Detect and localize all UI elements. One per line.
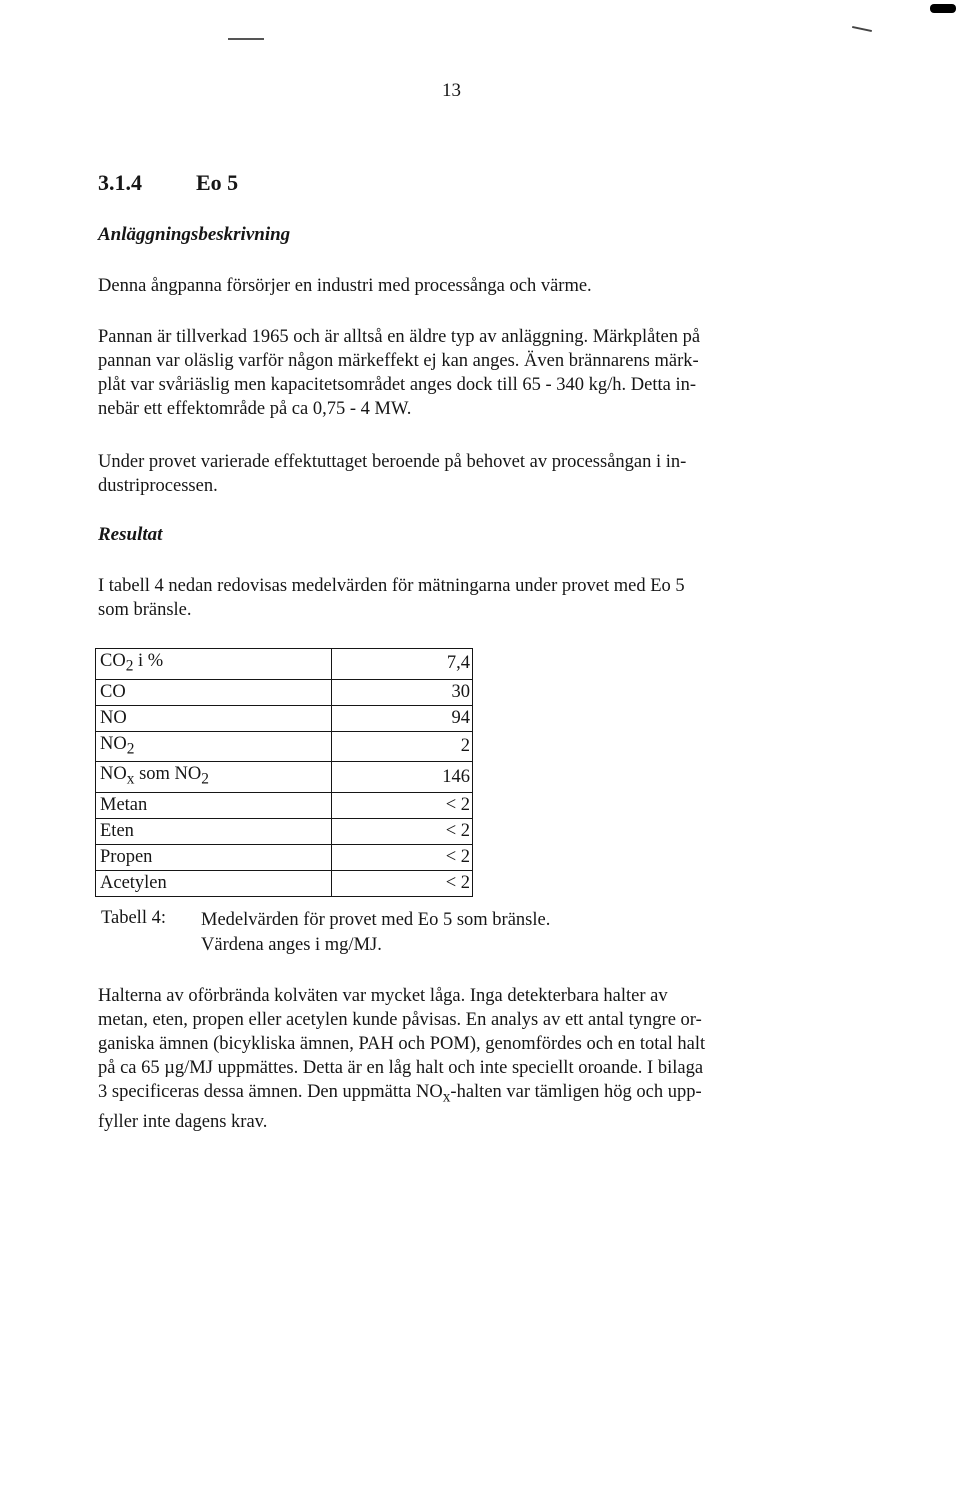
- text-line: fyller inte dagens krav.: [98, 1111, 268, 1132]
- paragraph-conclusion: [98, 984, 798, 1134]
- table-caption-text: [201, 908, 550, 958]
- table-row: [96, 705, 473, 731]
- table-row: [96, 679, 473, 705]
- caption-line: Värdena anges i mg/MJ.: [201, 935, 382, 955]
- text-line: Denna ångpanna försörjer en industri med processånga och värme.: [98, 276, 592, 296]
- table-cell-value: < 2: [332, 871, 473, 897]
- table-cell-value: 7,4: [332, 649, 473, 680]
- table-cell-value: < 2: [332, 819, 473, 845]
- table-cell-substance: $CO_2$ i %: [96, 649, 332, 680]
- table-row: [96, 731, 473, 762]
- table-cell-substance: Eten: [96, 819, 332, 845]
- table-cell-substance: Metan: [96, 793, 332, 819]
- text-line: Halterna av oförbrända kolväten var mycket låga. Inga detekterbara halter av: [98, 986, 668, 1006]
- paragraph-intro: [98, 274, 798, 298]
- text-line: dustriprocessen.: [98, 476, 218, 496]
- table-cell-substance: NO: [96, 705, 332, 731]
- table-cell-value: 2: [332, 731, 473, 762]
- section-number: 3.1.4: [98, 170, 142, 195]
- text-line: Pannan är tillverkad 1965 och är alltså en äldre typ av anläggning. Märkplåten på: [98, 327, 701, 347]
- scan-artifact: [930, 4, 956, 13]
- table-cell-value: < 2: [332, 793, 473, 819]
- text-line: I tabell 4 nedan redovisas medelvärden för mätningarna under provet med Eo 5: [98, 576, 685, 596]
- table-row: [96, 649, 473, 680]
- caption-line: Medelvärden för provet med Eo 5 som bränsle.: [201, 910, 551, 930]
- text-line: nebär ett effektområde på ca 0,75 - 4 MW.: [98, 399, 412, 419]
- table-cell-substance: Acetylen: [96, 871, 332, 897]
- table-cell-value: 94: [332, 705, 473, 731]
- text-line: plåt var svåriäslig men kapacitetsområdet anges dock till 65 - 340 kg/h. Detta in-: [98, 375, 696, 395]
- subheading-resultat: Resultat: [98, 524, 163, 545]
- text-line: Under provet varierade effektuttaget beroende på behovet av processångan i in-: [98, 452, 687, 472]
- table-cell-substance: $NO_x$ som $NO_2$: [96, 762, 332, 793]
- table-cell-value: 146: [332, 762, 473, 793]
- section-title: Eo 5: [196, 170, 239, 195]
- table-row: [96, 793, 473, 819]
- table-cell-value: < 2: [332, 845, 473, 871]
- paragraph-description: [98, 325, 798, 421]
- table-row: [96, 819, 473, 845]
- page-number: 13: [442, 80, 461, 101]
- table-row: [96, 762, 473, 793]
- text-line: som bränsle.: [98, 600, 192, 620]
- text-line: metan, eten, propen eller acetylen kunde påvisas. En analys av ett antal tyngre or-: [98, 1010, 702, 1030]
- table-row: [96, 845, 473, 871]
- subheading-anlaggningsbeskrivning: Anläggningsbeskrivning: [98, 224, 291, 245]
- paragraph-results-intro: [98, 574, 798, 622]
- table-cell-substance: Propen: [96, 845, 332, 871]
- text-line: på ca 65 µg/MJ uppmättes. Detta är en låg halt och inte speciellt oroande. I bilaga: [98, 1058, 704, 1078]
- table-cell-value: 30: [332, 679, 473, 705]
- table-caption-label: Tabell 4:: [101, 908, 166, 928]
- text-line: ganiska ämnen (bicykliska ämnen, PAH och POM), genomfördes och en total halt: [98, 1034, 706, 1054]
- results-table: [95, 648, 473, 897]
- text-line: pannan var oläslig varför någon märkeffekt ej kan anges. Även brännarens märk-: [98, 351, 699, 371]
- scan-artifact: [852, 26, 872, 32]
- scan-artifact: [228, 38, 264, 40]
- table-cell-substance: $NO_2$: [96, 731, 332, 762]
- table-row: [96, 871, 473, 897]
- paragraph-test-conditions: [98, 450, 798, 498]
- text-line: 3 specificeras dessa ämnen. Den uppmätta $NO_x$-halten var tämligen hög och upp-: [98, 1082, 702, 1106]
- table-cell-substance: CO: [96, 679, 332, 705]
